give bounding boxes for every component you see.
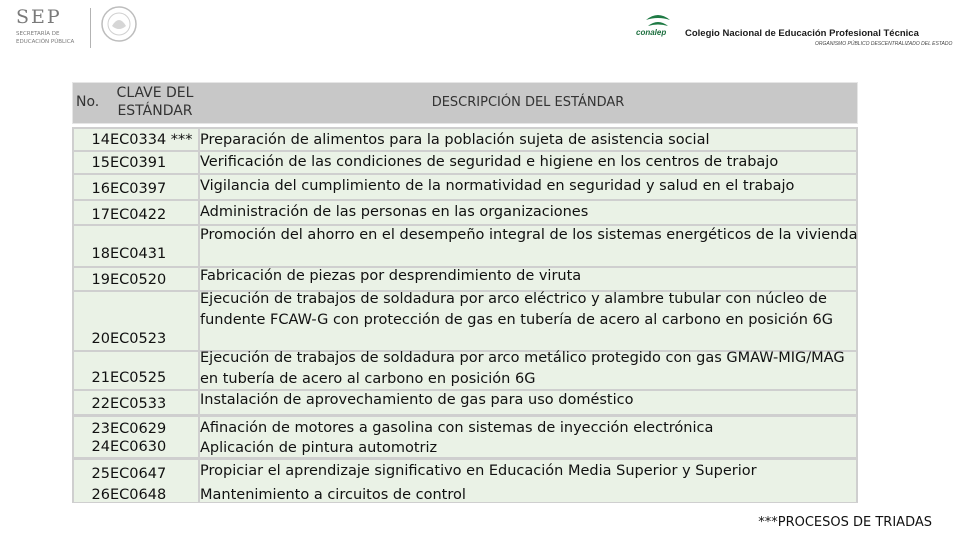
row-code: EC0533	[110, 396, 167, 412]
row-description: Ejecución de trabajos de soldadura por arco eléctrico y alambre tubular con núcleo de fundente FCAW-G con protección de gas en tubería de acero al carbono en posición 6G	[200, 291, 834, 328]
row-code: EC0630	[110, 439, 167, 455]
row-number: 23	[91, 421, 110, 437]
row-number: 14	[91, 132, 110, 148]
row-number: 18	[91, 246, 110, 262]
row-code: EC0397	[110, 181, 167, 197]
row-description: Aplicación de pintura automotriz	[200, 440, 438, 456]
row-number: 15	[91, 155, 110, 171]
row-number: 19	[91, 272, 110, 288]
row-code: EC0647	[110, 466, 167, 482]
row-code: EC0422	[110, 207, 167, 223]
conalep-wordmark: conalep	[636, 28, 667, 37]
sep-logo: SEP	[16, 6, 62, 28]
row-description: Preparación de alimentos para la población sujeta de asistencia social	[200, 132, 710, 148]
column-header-description: DESCRIPCIÓN DEL ESTÁNDAR	[431, 95, 625, 110]
row-number: 17	[91, 207, 110, 223]
row-description: Fabricación de piezas por desprendimiento de viruta	[200, 268, 582, 284]
row-description: Instalación de aprovechamiento de gas para uso doméstico	[200, 392, 634, 408]
row-number: 21	[91, 370, 110, 386]
row-code: EC0520	[110, 272, 167, 288]
row-number: 22	[91, 396, 110, 412]
conalep-title: Colegio Nacional de Educación Profesional Técnica	[685, 28, 919, 39]
row-code: EC0629	[110, 421, 167, 437]
row-description: Vigilancia del cumplimiento de la normatividad en seguridad y salud en el trabajo	[200, 178, 795, 194]
column-header-clave: CLAVE DEL ESTÁNDAR	[116, 85, 194, 119]
row-code: EC0431	[110, 246, 167, 262]
footnote: ***PROCESOS DE TRIADAS	[758, 515, 932, 530]
row-description: Propiciar el aprendizaje significativo en Educación Media Superior y Superior	[200, 463, 757, 479]
row-code: EC0391	[110, 155, 167, 171]
row-code: EC0334 ***	[110, 132, 193, 148]
header	[0, 0, 960, 60]
row-description: Administración de las personas en las organizaciones	[200, 204, 589, 220]
row-number: 20	[91, 331, 110, 347]
row-description: Afinación de motores a gasolina con sistemas de inyección electrónica	[200, 420, 714, 436]
row-description: Mantenimiento a circuitos de control	[200, 487, 466, 503]
row-code: EC0525	[110, 370, 167, 386]
sep-subtitle: SECRETARÍA DE EDUCACIÓN PÚBLICA	[16, 31, 75, 45]
row-description: Promoción del ahorro en el desempeño integral de los sistemas energéticos de la vivienda	[200, 227, 858, 243]
row-number: 24	[91, 439, 110, 455]
row-number: 16	[91, 181, 110, 197]
column-header-no: No.	[76, 94, 100, 110]
row-code: EC0523	[110, 331, 167, 347]
conalep-subtitle: ORGANISMO PÚBLICO DESCENTRALIZADO DEL ESTADO	[815, 41, 953, 47]
row-number: 26	[91, 487, 110, 503]
row-code: EC0648	[110, 487, 167, 503]
row-number: 25	[91, 466, 110, 482]
row-description: Verificación de las condiciones de seguridad e higiene en los centros de trabajo	[200, 154, 779, 170]
header-divider	[90, 8, 91, 48]
national-seal-icon	[100, 4, 138, 44]
row-description: Ejecución de trabajos de soldadura por arco metálico protegido con gas GMAW-MIG/MAG en tubería de acero al carbono en posición 6G	[200, 350, 845, 387]
